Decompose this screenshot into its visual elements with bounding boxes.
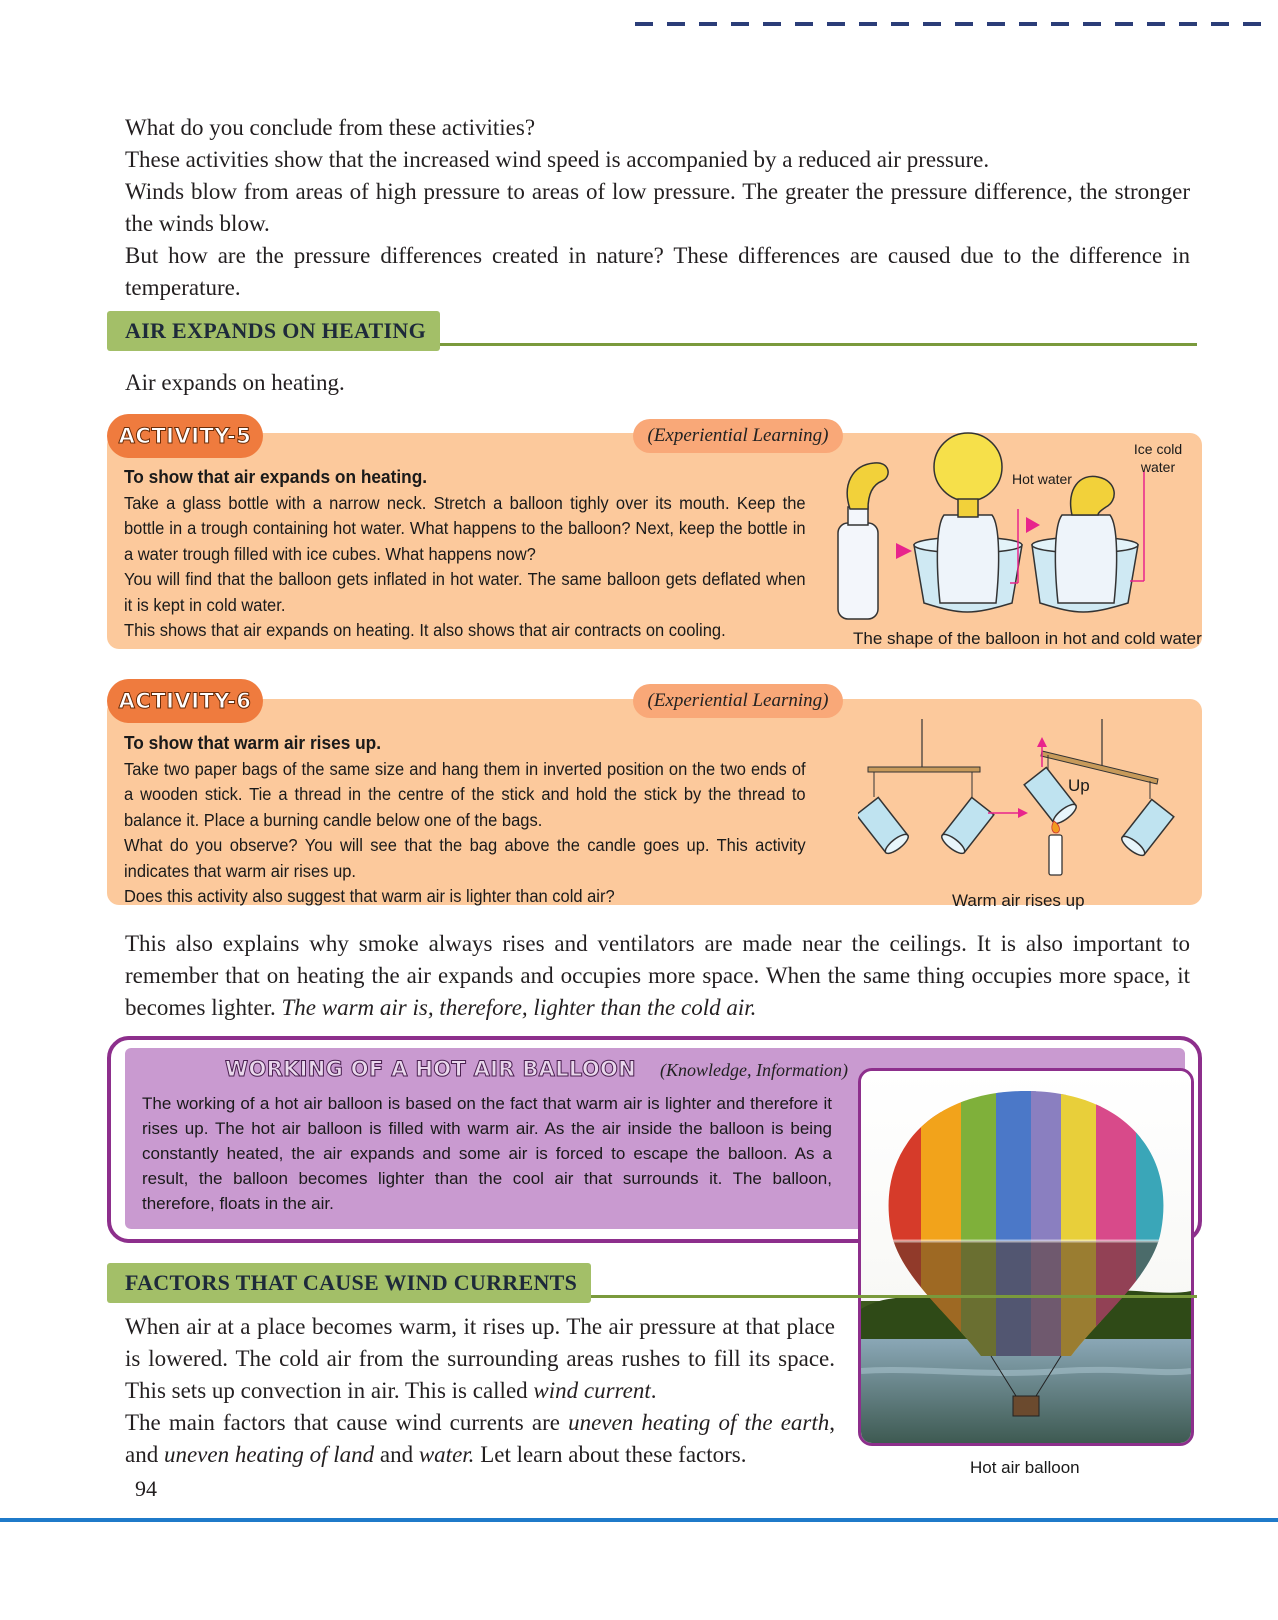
activity5-p3: This shows that air expands on heating. It also shows that air contracts on cooling.: [124, 620, 726, 640]
arrow-right-icon: [1026, 517, 1040, 533]
text-span: The main factors that cause wind currents are: [125, 1410, 560, 1435]
italic-term: wind current: [533, 1378, 651, 1403]
intro-answer: These activities show that the increased wind speed is accompanied by a reduced air pressure.: [125, 147, 990, 172]
activity5-label: ACTIVITY-5: [107, 414, 263, 458]
explain-italic: The warm air is, therefore, lighter than the cold air.: [281, 995, 757, 1020]
arrow-right-icon: [896, 543, 912, 559]
bottle-normal: [838, 463, 888, 619]
candle-icon: [1049, 821, 1062, 875]
activity5-caption: The shape of the balloon in hot and cold water: [853, 629, 1202, 648]
activity6-tag: (Experiential Learning): [633, 684, 843, 718]
activity6-label: ACTIVITY-6: [107, 679, 263, 723]
header-dashes: [635, 22, 1265, 26]
label-up: Up: [1068, 776, 1090, 795]
arrow-right-icon: [1018, 808, 1028, 818]
activity5-title: To show that air expands on heating.: [124, 467, 428, 487]
wind-currents-p2: [125, 1407, 835, 1471]
footer-rule: [0, 1518, 1278, 1522]
page-number: 94: [135, 1476, 157, 1501]
explain-paragraph: [125, 928, 1190, 1024]
explain-text: This also explains why smoke always rises and ventilators are made near the ceilings. It is also important to remember that on heating the air expands and occupies more space. When the same thing occupies more space, it becomes lighter.: [125, 931, 1190, 1020]
paper-bags-figure: [858, 715, 1188, 895]
activity6-p3: Does this activity also suggest that warm air is lighter than cold air?: [124, 886, 615, 906]
italic-term: uneven heating of land: [163, 1442, 375, 1467]
intro-pressure: But how are the pressure differences created in nature? These differences are caused due to the difference in temperature.: [125, 243, 1190, 300]
balloon-subtitle: (Knowledge, Information): [660, 1060, 848, 1080]
trough-cold: [1032, 476, 1138, 612]
intro-question: What do you conclude from these activities?: [125, 115, 536, 140]
section-title: FACTORS THAT CAUSE WIND CURRENTS: [107, 1263, 591, 1303]
label-ice-cold-water: Ice cold water: [1133, 441, 1183, 475]
arrow-up-icon: [1037, 737, 1047, 747]
activity5-text: [124, 465, 806, 644]
section-title: AIR EXPANDS ON HEATING: [107, 311, 440, 351]
label-hot-water: Hot water: [1012, 471, 1072, 487]
text-span: and: [374, 1442, 414, 1467]
activity5-p1: Take a glass bottle with a narrow neck. Stretch a balloon tighly over its mouth. Keep the bottle in a trough containing hot water. What happens to the balloon? Next, keep the bottle in a water trough filled with ice cubes. What happens now?: [124, 492, 806, 564]
intro-text: [125, 112, 1190, 304]
balloon-text: The working of a hot air balloon is based on the fact that warm air is lighter and therefore it rises up. The hot air balloon is filled with warm air. As the air inside the balloon is being constantly heated, the air expands and some air is forced to escape the balloon. As a result, the balloon becomes lighter than the cool air that surrounds it. The balloon, therefore, floats in the air.: [142, 1094, 832, 1213]
activity6-p1: Take two paper bags of the same size and hang them in inverted position on the two ends of a wooden stick. Tie a thread in the centre of the stick and hold the stick by the thread to balance it. Place a burning candle below one of the bags.: [124, 758, 806, 830]
balloon-title: WORKING OF A HOT AIR BALLOON: [225, 1057, 637, 1081]
activity5-p2: You will find that the balloon gets inflated in hot water. The same balloon gets deflated when it is kept in cold water.: [124, 569, 806, 615]
text-span: Let learn about these factors.: [474, 1442, 747, 1467]
activity5-tag: (Experiential Learning): [633, 419, 843, 453]
hot-air-balloon-photo: [858, 1068, 1194, 1446]
italic-term: uneven heating of the earth: [568, 1410, 830, 1435]
intro-winds: Winds blow from areas of high pressure to areas of low pressure. The greater the pressure difference, the stronger the winds blow.: [125, 179, 1190, 236]
wind-currents-p1: [125, 1311, 835, 1407]
activity6-text: [124, 731, 806, 910]
italic-term: water.: [418, 1442, 475, 1467]
text-span: .: [650, 1378, 657, 1403]
text-span: When air at a place becomes warm, it rises up. The air pressure at that place is lowered. The cold air from the surrounding areas rushes to fill its space. This sets up convection in air. This is called: [125, 1314, 835, 1403]
activity6-caption: Warm air rises up: [952, 891, 1085, 910]
hot-air-balloon-image: [861, 1071, 1191, 1443]
activity6-p2: What do you observe? You will see that the bag above the candle goes up. This activity indicates that warm air rises up.: [124, 835, 806, 881]
text-span: , and: [125, 1410, 836, 1467]
balloon-caption: Hot air balloon: [970, 1458, 1080, 1477]
activity6-title: To show that warm air rises up.: [124, 733, 382, 753]
section1-text: Air expands on heating.: [125, 370, 345, 395]
wind-currents-text: [125, 1311, 835, 1471]
trough-hot: [914, 433, 1022, 612]
